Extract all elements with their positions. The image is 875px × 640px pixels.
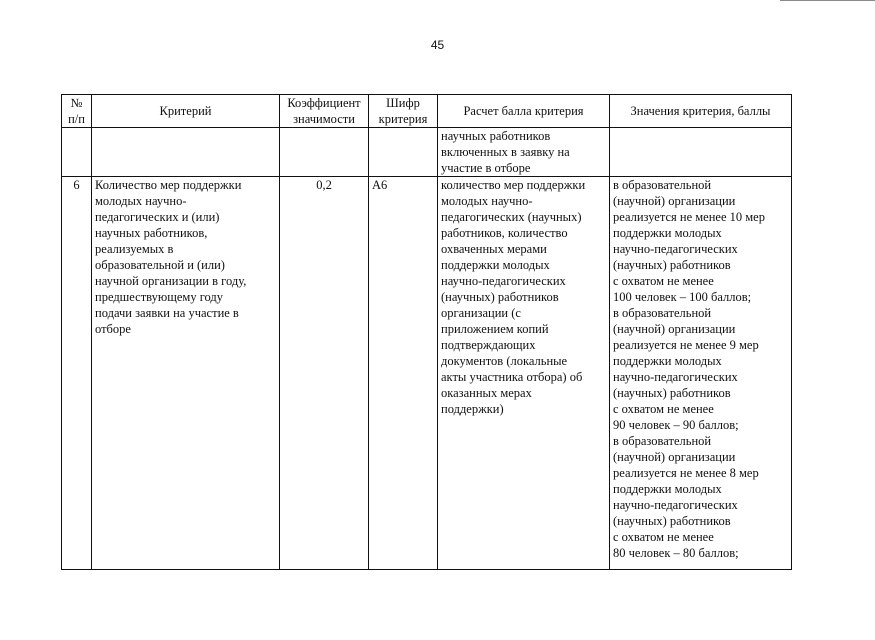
text-line: поддержки молодых: [613, 482, 722, 496]
page-number: 45: [430, 38, 445, 52]
text-line: с охватом не менее: [613, 274, 714, 288]
text-line: поддержки молодых: [613, 354, 722, 368]
calculation-text: [441, 177, 606, 417]
text-line: поддержки): [441, 402, 504, 416]
text-line: в образовательной: [613, 178, 712, 192]
text-line: включенных в заявку на: [441, 145, 570, 159]
cell-num-empty: [62, 128, 92, 177]
text-line: научной организации в году,: [95, 274, 247, 288]
text-line: научных работников: [441, 129, 551, 143]
text-line: реализуемых в: [95, 242, 174, 256]
text-line: педагогических и (или): [95, 210, 220, 224]
text-line: реализуется не менее 10 мер: [613, 210, 765, 224]
text-line: приложением копий: [441, 322, 549, 336]
text-line: образовательной и (или): [95, 258, 225, 272]
header-calculation: Расчет балла критерия: [438, 95, 610, 128]
text-line: предшествующему году: [95, 290, 224, 304]
text-line: в образовательной: [613, 306, 712, 320]
text-line: (научной) организации: [613, 194, 736, 208]
text-line: документов (локальные: [441, 354, 568, 368]
criteria-table: [61, 94, 792, 570]
text-line: 90 человек – 90 баллов;: [613, 418, 739, 432]
text-line: участие в отборе: [441, 161, 531, 175]
table-row-criterion-6: [62, 177, 792, 570]
cell-row-number: 6: [62, 177, 92, 570]
text-line: количество мер поддержки: [441, 178, 586, 192]
text-line: подачи заявки на участие в: [95, 306, 239, 320]
header-coefficient: Коэффициент значимости: [280, 95, 369, 128]
text-line: (научных) работников: [613, 258, 731, 272]
text-line: (научной) организации: [613, 322, 736, 336]
text-line: научно-педагогических: [613, 242, 738, 256]
text-line: акты участника отбора) об: [441, 370, 583, 384]
text-line: отборе: [95, 322, 131, 336]
text-line: (научных) работников: [613, 386, 731, 400]
cell-criterion-empty: [92, 128, 280, 177]
criterion-text: [95, 177, 276, 337]
cell-calculation: [438, 177, 610, 570]
cell-coefficient-empty: [280, 128, 369, 177]
text-line: работников, количество: [441, 226, 568, 240]
cell-values: [610, 177, 792, 570]
cell-criterion: [92, 177, 280, 570]
text-line: (научной) организации: [613, 450, 736, 464]
text-line: организации (с: [441, 306, 521, 320]
text-line: научных работников,: [95, 226, 208, 240]
top-edge-rule: [780, 0, 875, 1]
header-values: Значения критерия, баллы: [610, 95, 792, 128]
text-line: 100 человек – 100 баллов;: [613, 290, 752, 304]
text-line: поддержки молодых: [441, 258, 550, 272]
text-line: с охватом не менее: [613, 530, 714, 544]
header-num: № п/п: [62, 95, 92, 128]
text-line: научно-педагогических: [441, 274, 566, 288]
text-line: поддержки молодых: [613, 226, 722, 240]
text-line: (научных) работников: [441, 290, 559, 304]
text-line: (научных) работников: [613, 514, 731, 528]
header-cipher: Шифр критерия: [369, 95, 438, 128]
text-line: 80 человек – 80 баллов;: [613, 546, 739, 560]
cell-cipher: А6: [369, 177, 438, 570]
values-text: [613, 177, 788, 561]
text-line: охваченных мерами: [441, 242, 547, 256]
text-line: научно-педагогических: [613, 370, 738, 384]
text-line: научно-педагогических: [613, 498, 738, 512]
text-line: в образовательной: [613, 434, 712, 448]
cell-cipher-empty: [369, 128, 438, 177]
text-line: реализуется не менее 9 мер: [613, 338, 759, 352]
text-line: Количество мер поддержки: [95, 178, 242, 192]
cell-values-empty: [610, 128, 792, 177]
table-row-continuation: [62, 128, 792, 177]
table-header-row: [62, 95, 792, 128]
cell-coefficient: 0,2: [280, 177, 369, 570]
text-line: молодых научно-: [95, 194, 187, 208]
text-line: с охватом не менее: [613, 402, 714, 416]
cell-calculation-continued: [438, 128, 610, 177]
text-line: молодых научно-: [441, 194, 533, 208]
text-line: оказанных мерах: [441, 386, 532, 400]
text-line: подтверждающих: [441, 338, 536, 352]
text-line: реализуется не менее 8 мер: [613, 466, 759, 480]
header-criterion: Критерий: [92, 95, 280, 128]
text-line: педагогических (научных): [441, 210, 582, 224]
calculation-continued-text: [441, 128, 606, 176]
